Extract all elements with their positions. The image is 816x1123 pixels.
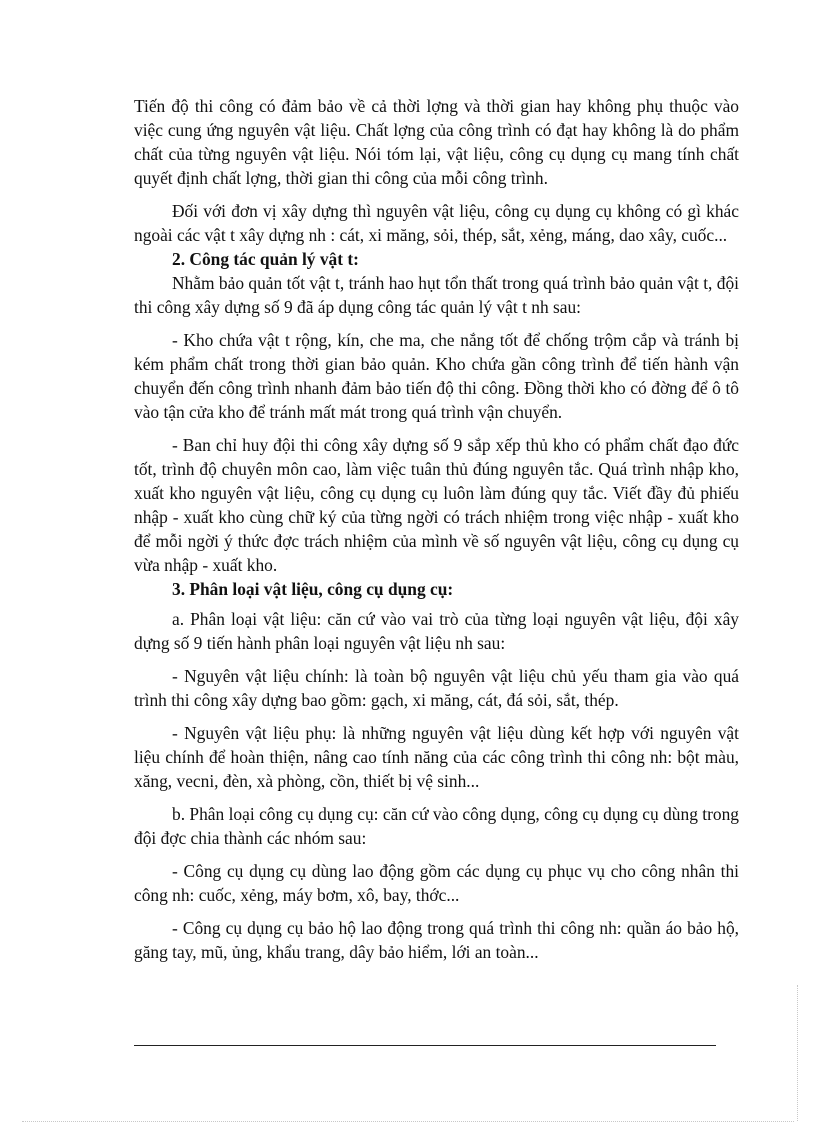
document-body <box>134 94 739 964</box>
paragraph-main-materials: - Nguyên vật liệu chính: là toàn bộ nguyên vật liệu chủ yếu tham gia vào quá trình thi công xây dựng bao gồm: gạch, xi măng, cát, đá sỏi, sắt, thép. <box>134 666 739 710</box>
paragraph-material-classification: a. Phân loại vật liệu: căn cứ vào vai trò của từng loại nguyên vật liệu, đội xây dựng số 9 tiến hành phân loại nguyên vật liệu nh sau: <box>134 609 739 653</box>
paragraph-labor-tools: - Công cụ dụng cụ dùng lao động gồm các dụng cụ phục vụ cho công nhân thi công nh: cuốc, xẻng, máy bơm, xô, bay, thớc... <box>134 861 739 905</box>
paragraph-safety-tools: - Công cụ dụng cụ bảo hộ lao động trong quá trình thi công nh: quần áo bảo hộ, găng tay, mũ, ủng, khẩu trang, dây bảo hiểm, lới an toàn... <box>134 918 739 962</box>
page-right-dotted-border <box>797 985 798 1121</box>
footer-rule <box>134 1045 716 1046</box>
paragraph-management-intro: Nhằm bảo quản tốt vật t, tránh hao hụt tổn thất trong quá trình bảo quản vật t, đội thi công xây dựng số 9 đã áp dụng công tác quản lý vật t nh sau: <box>134 273 739 317</box>
paragraph-construction-materials: Đối với đơn vị xây dựng thì nguyên vật liệu, công cụ dụng cụ không có gì khác ngoài các vật t xây dựng nh : cát, xi măng, sỏi, thép, sắt, xẻng, máng, dao xây, cuốc... <box>134 201 739 245</box>
paragraph-storekeeper: - Ban chỉ huy đội thi công xây dựng số 9 sắp xếp thủ kho có phẩm chất đạo đức tốt, trình độ chuyên môn cao, làm việc tuân thủ đúng nguyên tắc. Quá trình nhập kho, xuất kho nguyên vật liệu, công cụ dụng cụ luôn làm đúng quy tắc. Viết đầy đủ phiếu nhập - xuất kho cùng chữ ký của từng ngời có trách nhiệm trong việc nhập - xuất kho để mỗi ngời ý thức đợc trách nhiệm của mình về số nguyên vật liệu, công cụ dụng cụ vừa nhập - xuất kho. <box>134 435 739 575</box>
page-bottom-dotted-border <box>22 1121 794 1122</box>
heading-material-management: 2. Công tác quản lý vật t: <box>172 249 359 269</box>
paragraph-tool-classification: b. Phân loại công cụ dụng cụ: căn cứ vào công dụng, công cụ dụng cụ dùng trong đội đợc chia thành các nhóm sau: <box>134 804 739 848</box>
heading-classification: 3. Phân loại vật liệu, công cụ dụng cụ: <box>172 579 454 599</box>
paragraph-warehouse: - Kho chứa vật t rộng, kín, che ma, che nắng tốt để chống trộm cắp và tránh bị kém phẩm chất trong thời gian bảo quản. Kho chứa gần công trình để tiến hành vận chuyển đến công trình nhanh đảm bảo tiến độ thi công. Đồng thời kho có đờng để ô tô vào tận cửa kho để tránh mất mát trong quá trình vận chuyển. <box>134 330 739 422</box>
paragraph-auxiliary-materials: - Nguyên vật liệu phụ: là những nguyên vật liệu dùng kết hợp với nguyên vật liệu chính để hoàn thiện, nâng cao tính năng của các công trình thi công nh: bột màu, xăng, vecni, đèn, xà phòng, cồn, thiết bị vệ sinh... <box>134 723 739 791</box>
paragraph-importance: Tiến độ thi công có đảm bảo về cả thời lợng và thời gian hay không phụ thuộc vào việc cung ứng nguyên vật liệu. Chất lợng của công trình có đạt hay không là do phẩm chất của từng nguyên vật liệu. Nói tóm lại, vật liệu, công cụ dụng cụ mang tính chất quyết định chất lợng, thời gian thi công của mỗi công trình. <box>134 96 739 188</box>
